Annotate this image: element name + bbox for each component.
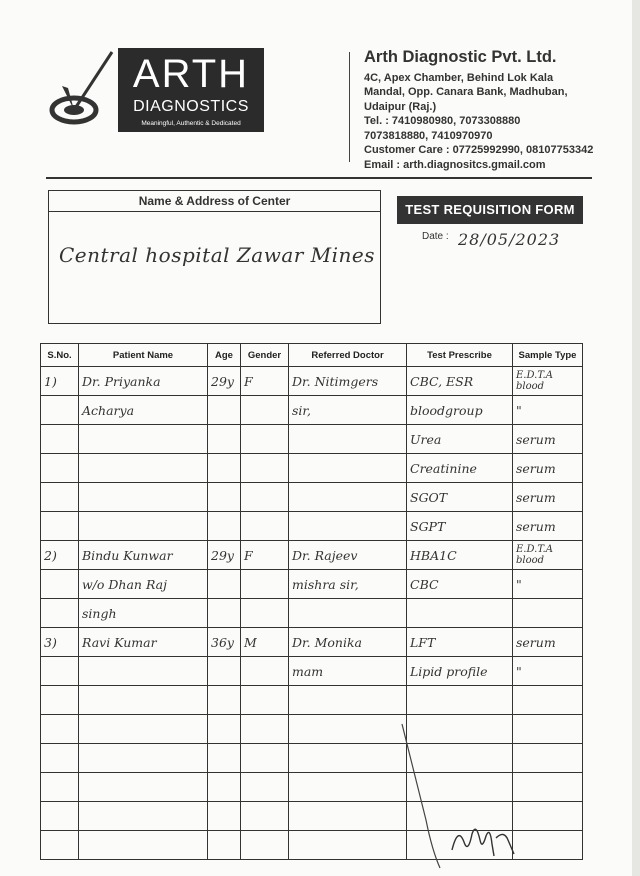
cell-sno	[41, 570, 79, 599]
cell-age	[208, 686, 241, 715]
cell-patient-name	[79, 802, 208, 831]
cell-age	[208, 744, 241, 773]
cell-gender	[241, 454, 289, 483]
cell-referred-doctor	[289, 802, 407, 831]
cell-patient-name	[79, 425, 208, 454]
cell-patient-name	[79, 483, 208, 512]
brand-title: ARTH	[132, 52, 250, 96]
cell-sno	[41, 773, 79, 802]
cell-test-prescribe	[407, 599, 513, 628]
table-row	[41, 425, 583, 454]
date-value: 28/05/2023	[458, 230, 561, 249]
cell-age	[208, 773, 241, 802]
cell-sno	[41, 454, 79, 483]
cell-age	[208, 570, 241, 599]
date-label: Date :	[422, 231, 449, 242]
cell-sno	[41, 802, 79, 831]
cell-gender	[241, 802, 289, 831]
cell-sample-type	[513, 686, 583, 715]
cell-age: 36y	[208, 628, 241, 657]
target-logo-icon	[48, 48, 118, 138]
cell-patient-name	[79, 715, 208, 744]
table-row	[41, 599, 583, 628]
cell-gender	[241, 425, 289, 454]
company-info	[364, 50, 624, 172]
cell-referred-doctor	[289, 715, 407, 744]
center-heading: Name & Address of Center	[49, 191, 380, 212]
table-row	[41, 657, 583, 686]
cell-sample-type: "	[513, 396, 583, 425]
cell-gender	[241, 570, 289, 599]
cell-gender	[241, 657, 289, 686]
company-email: Email : arth.diagnositcs.gmail.com	[364, 158, 546, 171]
cell-sno	[41, 744, 79, 773]
center-box	[48, 190, 381, 324]
signature	[448, 820, 518, 860]
cell-sample-type	[513, 802, 583, 831]
table-row	[41, 570, 583, 599]
cell-patient-name	[79, 773, 208, 802]
cell-referred-doctor	[289, 686, 407, 715]
cell-patient-name: w/o Dhan Raj	[79, 570, 208, 599]
cell-test-prescribe: CBC	[407, 570, 513, 599]
cell-patient-name: singh	[79, 599, 208, 628]
cell-test-prescribe: SGPT	[407, 512, 513, 541]
cell-test-prescribe: bloodgroup	[407, 396, 513, 425]
form-title: TEST REQUISITION FORM	[397, 196, 583, 224]
cell-sno	[41, 831, 79, 860]
address-line-2: Mandal, Opp. Canara Bank, Madhuban,	[364, 86, 568, 98]
address-line-1: 4C, Apex Chamber, Behind Lok Kala	[364, 71, 554, 84]
cell-gender	[241, 599, 289, 628]
cell-sample-type	[513, 599, 583, 628]
cell-patient-name	[79, 686, 208, 715]
cell-referred-doctor: mam	[289, 657, 407, 686]
cell-sno	[41, 396, 79, 425]
cell-referred-doctor: mishra sir,	[289, 570, 407, 599]
cell-test-prescribe: Lipid profile	[407, 657, 513, 686]
cell-sno	[41, 599, 79, 628]
table-row	[41, 541, 583, 570]
cell-sample-type: serum	[513, 425, 583, 454]
tel-line-2: 7073818880, 7410970970	[364, 129, 493, 142]
table-row	[41, 367, 583, 396]
cell-test-prescribe: LFT	[407, 628, 513, 657]
header-test-prescribe: Test Prescribe	[407, 344, 513, 367]
cell-sample-type	[513, 773, 583, 802]
tel-line-1: Tel. : 7410980980, 7073308880	[364, 115, 521, 127]
cell-gender	[241, 831, 289, 860]
cell-referred-doctor	[289, 744, 407, 773]
cell-gender	[241, 773, 289, 802]
cell-sample-type: serum	[513, 454, 583, 483]
cell-age	[208, 454, 241, 483]
cell-referred-doctor: Dr. Monika	[289, 628, 407, 657]
cell-referred-doctor	[289, 831, 407, 860]
header-referred-doctor: Referred Doctor	[289, 344, 407, 367]
cell-sno	[41, 715, 79, 744]
cell-sno	[41, 425, 79, 454]
table-row	[41, 396, 583, 425]
cell-age	[208, 599, 241, 628]
cell-age	[208, 396, 241, 425]
cell-patient-name	[79, 454, 208, 483]
cell-sample-type: "	[513, 657, 583, 686]
cell-sno: 1)	[41, 367, 79, 396]
header-divider	[349, 52, 350, 162]
cell-test-prescribe: SGOT	[407, 483, 513, 512]
table-row	[41, 686, 583, 715]
cell-sample-type	[513, 744, 583, 773]
cell-age	[208, 512, 241, 541]
company-name: Arth Diagnostic Pvt. Ltd.	[364, 48, 557, 66]
table-row	[41, 483, 583, 512]
cell-patient-name	[79, 831, 208, 860]
customer-care: Customer Care : 07725992990, 08107753342	[364, 144, 594, 156]
cell-referred-doctor	[289, 483, 407, 512]
center-value: Central hospital Zawar Mines	[59, 243, 376, 267]
cell-referred-doctor: Dr. Nitimgers	[289, 367, 407, 396]
cell-gender	[241, 744, 289, 773]
cell-age	[208, 657, 241, 686]
cell-sample-type	[513, 831, 583, 860]
cell-gender: F	[241, 367, 289, 396]
cell-sno	[41, 657, 79, 686]
cell-age	[208, 802, 241, 831]
cell-referred-doctor: sir,	[289, 396, 407, 425]
header-rule	[46, 177, 592, 179]
cell-sno	[41, 686, 79, 715]
cell-patient-name	[79, 512, 208, 541]
cell-referred-doctor: Dr. Rajeev	[289, 541, 407, 570]
cell-patient-name: Acharya	[79, 396, 208, 425]
brand-logo	[118, 48, 264, 132]
header-sno: S.No.	[41, 344, 79, 367]
table-row	[41, 454, 583, 483]
header-gender: Gender	[241, 344, 289, 367]
cell-sample-type: E.D.T.A blood	[513, 367, 583, 396]
cell-referred-doctor	[289, 512, 407, 541]
cell-referred-doctor	[289, 599, 407, 628]
address-line-3: Udaipur (Raj.)	[364, 100, 437, 113]
cell-age	[208, 425, 241, 454]
cell-sample-type: serum	[513, 512, 583, 541]
cell-gender	[241, 715, 289, 744]
cell-age	[208, 715, 241, 744]
cell-gender: F	[241, 541, 289, 570]
table-header-row	[41, 344, 583, 367]
cell-sample-type: E.D.T.A blood	[513, 541, 583, 570]
brand-subtitle: DIAGNOSTICS	[133, 98, 249, 115]
cell-patient-name	[79, 657, 208, 686]
cell-age	[208, 483, 241, 512]
cell-referred-doctor	[289, 773, 407, 802]
cell-sample-type: serum	[513, 483, 583, 512]
cell-test-prescribe: Urea	[407, 425, 513, 454]
cell-gender	[241, 686, 289, 715]
table-row	[41, 628, 583, 657]
cell-referred-doctor	[289, 454, 407, 483]
cell-gender	[241, 396, 289, 425]
cell-test-prescribe: Creatinine	[407, 454, 513, 483]
cell-sno	[41, 483, 79, 512]
cell-sno	[41, 512, 79, 541]
cell-patient-name	[79, 744, 208, 773]
cell-patient-name: Ravi Kumar	[79, 628, 208, 657]
cell-referred-doctor	[289, 425, 407, 454]
header-patient-name: Patient Name	[79, 344, 208, 367]
cell-patient-name: Bindu Kunwar	[79, 541, 208, 570]
header-age: Age	[208, 344, 241, 367]
cell-age	[208, 831, 241, 860]
brand-tagline: Meaningful, Authentic & Dedicated	[141, 120, 241, 127]
cell-gender	[241, 483, 289, 512]
table-row	[41, 512, 583, 541]
cell-sample-type: serum	[513, 628, 583, 657]
cell-patient-name: Dr. Priyanka	[79, 367, 208, 396]
cell-sno: 2)	[41, 541, 79, 570]
header-sample-type: Sample Type	[513, 344, 583, 367]
page-edge	[632, 0, 640, 876]
cell-gender: M	[241, 628, 289, 657]
cell-test-prescribe	[407, 686, 513, 715]
cell-test-prescribe: CBC, ESR	[407, 367, 513, 396]
cell-sno: 3)	[41, 628, 79, 657]
cell-gender	[241, 512, 289, 541]
cell-age: 29y	[208, 367, 241, 396]
cell-age: 29y	[208, 541, 241, 570]
cell-sample-type	[513, 715, 583, 744]
cell-test-prescribe: HBA1C	[407, 541, 513, 570]
cell-sample-type: "	[513, 570, 583, 599]
